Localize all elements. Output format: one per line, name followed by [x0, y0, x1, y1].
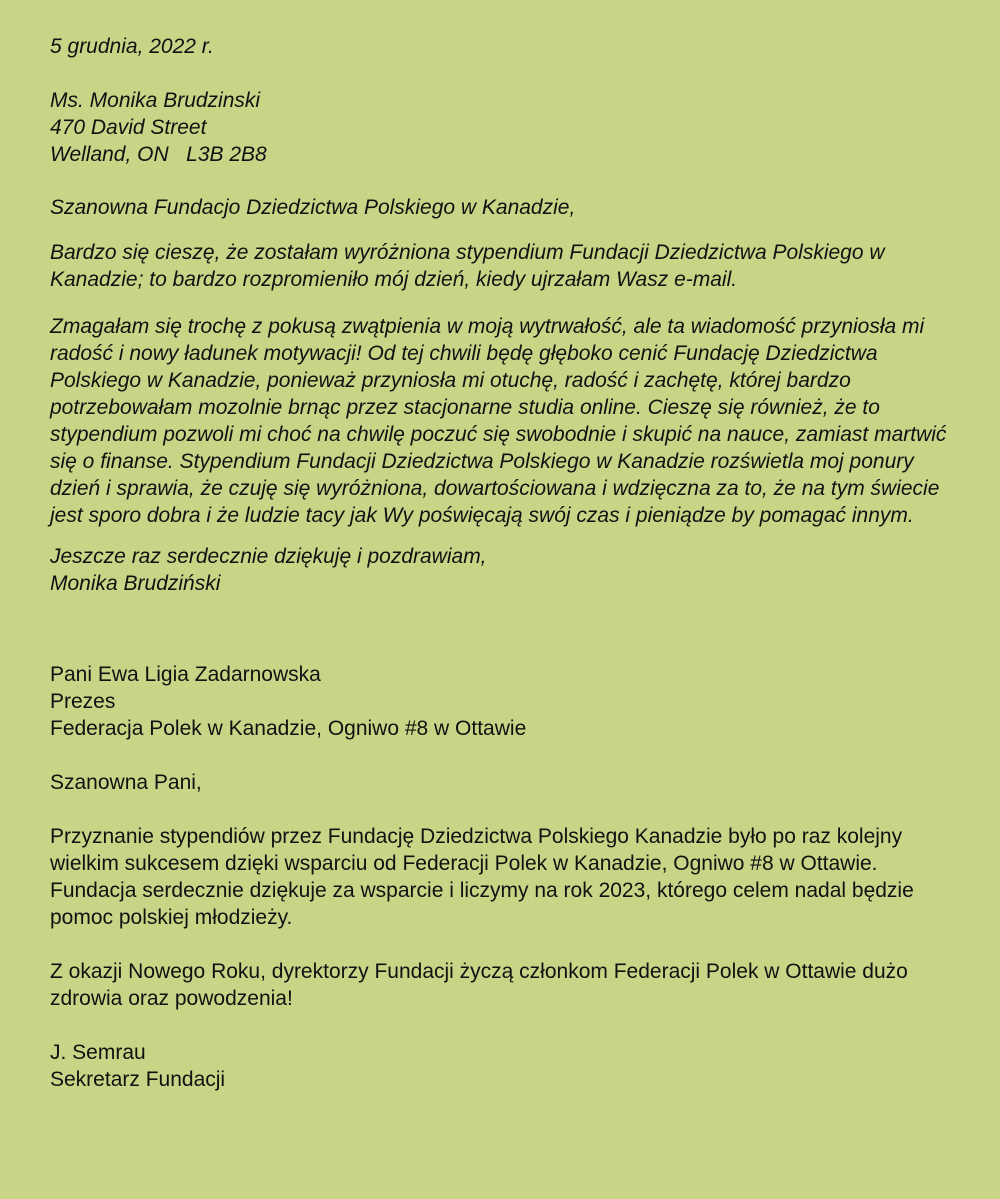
- recipient-street: 470 David Street: [50, 116, 207, 139]
- note-recipient-organization: Federacja Polek w Kanadzie, Ogniwo #8 w Ottawie: [50, 717, 527, 740]
- letter-closing-line: Jeszcze raz serdecznie dziękuję i pozdrawiam,: [50, 545, 487, 568]
- letter-date: 5 grudnia, 2022 r.: [50, 35, 214, 58]
- foundation-note: [50, 661, 950, 1093]
- letter-salutation: Szanowna Fundacjo Dziedzictwa Polskiego w Kanadzie,: [50, 196, 576, 219]
- recipient-name: Ms. Monika Brudzinski: [50, 89, 261, 112]
- note-paragraph-1: Przyznanie stypendiów przez Fundację Dziedzictwa Polskiego Kanadzie było po raz kolejny wielkim sukcesem dzięki wsparciu od Federacji Polek w Kanadzie, Ogniwo #8 w Ottawie.: [50, 825, 903, 875]
- note-paragraph-2: Fundacja serdecznie dziękuje za wsparcie i liczymy na rok 2023, którego celem nadal będzie pomoc polskiej młodzieży.: [50, 879, 914, 929]
- note-recipient-block: [50, 661, 950, 742]
- note-recipient-title: Prezes: [50, 690, 116, 713]
- note-signer-name: J. Semrau: [50, 1041, 146, 1064]
- letter-closing-block: [50, 543, 950, 597]
- note-signer-block: [50, 1039, 950, 1093]
- note-salutation: Szanowna Pani,: [50, 771, 202, 794]
- note-body: [50, 823, 950, 931]
- letter-paragraph-2: Zmagałam się trochę z pokusą zwątpienia w moją wytrwałość, ale ta wiadomość przyniosła mi radość i nowy ładunek motywacji! Od tej chwili będę głęboko cenić Fundację Dziedzictwa Polskiego w Kanadzie, ponieważ przyniosła mi otuchę, radość i zachętę, której bardzo potrzebowałam mozolnie brnąc przez stacjonarne studia online. Cieszę się również, że to stypendium pozwoli mi choć na chwilę poczuć się swobodnie i skupić na nauce, zamiast martwić się o finanse. Stypendium Fundacji Dziedzictwa Polskiego w Kanadzie rozświetla moj ponury dzień i sprawia, że czuję się wyróżniona, dowartościowana i wdzięczna za to, że na tym świecie jest sporo dobra i że ludzie tacy jak Wy poświęcają swój czas i pieniądze by pomagać innym.: [50, 315, 947, 527]
- scholarship-thank-you-letter: [50, 33, 950, 597]
- note-signer-title: Sekretarz Fundacji: [50, 1068, 226, 1091]
- recipient-address-block: [50, 87, 950, 168]
- recipient-city-line: Welland, ON L3B 2B8: [50, 143, 267, 166]
- letter-signature: Monika Brudziński: [50, 572, 221, 595]
- note-recipient-name: Pani Ewa Ligia Zadarnowska: [50, 663, 321, 686]
- letter-paragraph-1: Bardzo się cieszę, że zostałam wyróżniona stypendium Fundacji Dziedzictwa Polskiego w Kanadzie; to bardzo rozpromieniło mój dzień, kiedy ujrzałam Wasz e-mail.: [50, 241, 885, 291]
- note-new-year-wishes: Z okazji Nowego Roku, dyrektorzy Fundacji życzą członkom Federacji Polek w Ottawie dużo zdrowia oraz powodzenia!: [50, 960, 908, 1010]
